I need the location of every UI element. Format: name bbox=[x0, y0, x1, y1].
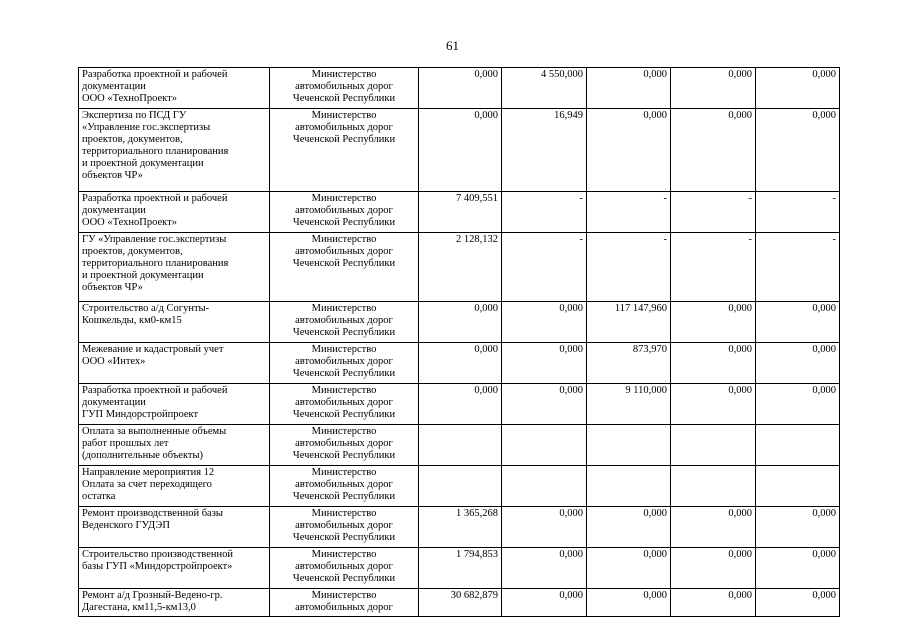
activity-line: ООО «Интех» bbox=[82, 356, 146, 367]
activity-line: документации bbox=[82, 205, 146, 216]
cell-amount bbox=[671, 466, 756, 507]
activity-line: Межевание и кадастровый учет bbox=[82, 344, 224, 355]
cell-amount: 0,000 bbox=[587, 589, 671, 617]
cell-activity bbox=[79, 302, 270, 343]
cell-activity bbox=[79, 233, 270, 302]
cell-amount: 7 409,551 bbox=[419, 192, 502, 233]
activity-line: Ремонт а/д Грозный-Ведено-гр. bbox=[82, 590, 223, 601]
activity-line: и проектной документации bbox=[82, 270, 204, 281]
cell-activity bbox=[79, 589, 270, 617]
cell-executor bbox=[270, 192, 419, 233]
cell-amount: 0,000 bbox=[756, 548, 840, 589]
cell-amount: 0,000 bbox=[502, 548, 587, 589]
executor-line: автомобильных дорог bbox=[295, 122, 393, 133]
cell-amount: 0,000 bbox=[756, 68, 840, 109]
cell-executor bbox=[270, 343, 419, 384]
cell-amount bbox=[756, 425, 840, 466]
cell-amount: 0,000 bbox=[671, 302, 756, 343]
cell-amount: 0,000 bbox=[756, 384, 840, 425]
cell-amount: 0,000 bbox=[671, 343, 756, 384]
cell-executor bbox=[270, 68, 419, 109]
executor-line: Чеченской Республики bbox=[292, 327, 396, 338]
activity-line: документации bbox=[82, 81, 146, 92]
cell-amount: - bbox=[756, 192, 840, 233]
cell-executor bbox=[270, 589, 419, 617]
cell-amount: - bbox=[502, 233, 587, 302]
executor-line: Чеченской Республики bbox=[292, 134, 396, 145]
table-row bbox=[79, 425, 840, 466]
executor-line: Чеченской Республики bbox=[292, 93, 396, 104]
executor-line: автомобильных дорог bbox=[295, 246, 393, 257]
activity-line: объектов ЧР» bbox=[82, 282, 143, 293]
executor-line: Министерство bbox=[311, 303, 377, 314]
cell-amount: 0,000 bbox=[419, 109, 502, 192]
executor-line: автомобильных дорог bbox=[295, 315, 393, 326]
activity-line: документации bbox=[82, 397, 146, 408]
executor-line: Чеченской Республики bbox=[292, 573, 396, 584]
activity-line: Строительство а/д Согунты- bbox=[82, 303, 210, 314]
cell-amount: 0,000 bbox=[671, 548, 756, 589]
cell-amount: 0,000 bbox=[756, 589, 840, 617]
table-row bbox=[79, 466, 840, 507]
cell-amount: 9 110,000 bbox=[587, 384, 671, 425]
cell-amount: 1 365,268 bbox=[419, 507, 502, 548]
table-row bbox=[79, 68, 840, 109]
executor-line: Чеченской Республики bbox=[292, 258, 396, 269]
cell-amount: 0,000 bbox=[756, 302, 840, 343]
executor-line: Чеченской Республики bbox=[292, 217, 396, 228]
cell-amount bbox=[502, 425, 587, 466]
executor-line: автомобильных дорог bbox=[295, 397, 393, 408]
page-number: 61 bbox=[446, 38, 459, 53]
cell-amount: 873,970 bbox=[587, 343, 671, 384]
cell-activity bbox=[79, 466, 270, 507]
cell-amount: 30 682,879 bbox=[419, 589, 502, 617]
cell-amount: 0,000 bbox=[502, 343, 587, 384]
cell-amount bbox=[756, 466, 840, 507]
activity-line: Разработка проектной и рабочей bbox=[82, 69, 228, 80]
cell-amount: 0,000 bbox=[419, 343, 502, 384]
executor-line: Министерство bbox=[311, 590, 377, 601]
cell-amount: 4 550,000 bbox=[502, 68, 587, 109]
cell-amount: 0,000 bbox=[502, 507, 587, 548]
activity-line: Строительство производственной bbox=[82, 549, 233, 560]
cell-activity bbox=[79, 425, 270, 466]
table-row bbox=[79, 233, 840, 302]
executor-line: автомобильных дорог bbox=[295, 356, 393, 367]
activity-line: и проектной документации bbox=[82, 158, 204, 169]
executor-line: Министерство bbox=[311, 193, 377, 204]
cell-amount: 0,000 bbox=[587, 507, 671, 548]
cell-amount: - bbox=[671, 192, 756, 233]
cell-activity bbox=[79, 548, 270, 589]
cell-amount bbox=[419, 425, 502, 466]
cell-amount: 0,000 bbox=[502, 589, 587, 617]
executor-line: автомобильных дорог bbox=[295, 81, 393, 92]
cell-executor bbox=[270, 425, 419, 466]
activity-line: ГУ «Управление гос.экспертизы bbox=[82, 234, 227, 245]
executor-line: Чеченской Республики bbox=[292, 491, 396, 502]
executor-line: Чеченской Республики bbox=[292, 368, 396, 379]
cell-amount: 0,000 bbox=[587, 109, 671, 192]
executor-line: автомобильных дорог bbox=[295, 520, 393, 531]
cell-amount bbox=[587, 425, 671, 466]
executor-line: Министерство bbox=[311, 549, 377, 560]
cell-executor bbox=[270, 302, 419, 343]
cell-amount: 0,000 bbox=[671, 68, 756, 109]
activity-line: Направление мероприятия 12 bbox=[82, 467, 215, 478]
executor-line: автомобильных дорог bbox=[295, 602, 393, 613]
cell-amount: 0,000 bbox=[756, 109, 840, 192]
cell-activity bbox=[79, 68, 270, 109]
cell-amount: 0,000 bbox=[419, 384, 502, 425]
cell-amount bbox=[671, 425, 756, 466]
executor-line: Чеченской Республики bbox=[292, 409, 396, 420]
executor-line: автомобильных дорог bbox=[295, 561, 393, 572]
activity-line: территориального планирования bbox=[82, 146, 229, 157]
activity-line: остатка bbox=[82, 491, 116, 502]
executor-line: Министерство bbox=[311, 508, 377, 519]
executor-line: Министерство bbox=[311, 110, 377, 121]
cell-amount: 117 147,960 bbox=[587, 302, 671, 343]
executor-line: Министерство bbox=[311, 426, 377, 437]
activity-line: Разработка проектной и рабочей bbox=[82, 193, 228, 204]
cell-amount: - bbox=[502, 192, 587, 233]
cell-amount bbox=[587, 466, 671, 507]
cell-executor bbox=[270, 548, 419, 589]
cell-activity bbox=[79, 507, 270, 548]
cell-executor bbox=[270, 466, 419, 507]
table-row bbox=[79, 343, 840, 384]
cell-activity bbox=[79, 343, 270, 384]
cell-amount: 0,000 bbox=[671, 109, 756, 192]
activity-line: Оплата за выполненные объемы bbox=[82, 426, 227, 437]
cell-amount: - bbox=[756, 233, 840, 302]
activity-line: Разработка проектной и рабочей bbox=[82, 385, 228, 396]
executor-line: Министерство bbox=[311, 69, 377, 80]
executor-line: Министерство bbox=[311, 344, 377, 355]
activity-line: (дополнительные объекты) bbox=[82, 450, 204, 461]
activity-line: «Управление гос.экспертизы bbox=[82, 122, 211, 133]
table-row bbox=[79, 109, 840, 192]
executor-line: автомобильных дорог bbox=[295, 205, 393, 216]
cell-amount: 2 128,132 bbox=[419, 233, 502, 302]
activity-line: Оплата за счет переходящего bbox=[82, 479, 212, 490]
executor-line: Чеченской Республики bbox=[292, 450, 396, 461]
activity-line: проектов, документов, bbox=[82, 246, 183, 257]
cell-amount: 0,000 bbox=[671, 384, 756, 425]
cell-amount: 0,000 bbox=[671, 589, 756, 617]
cell-amount: - bbox=[587, 233, 671, 302]
cell-amount: - bbox=[671, 233, 756, 302]
cell-executor bbox=[270, 384, 419, 425]
table-row bbox=[79, 507, 840, 548]
activity-line: Экспертиза по ПСД ГУ bbox=[82, 110, 187, 121]
activity-line: Веденского ГУДЭП bbox=[82, 520, 170, 531]
table-row bbox=[79, 589, 840, 617]
executor-line: Чеченской Республики bbox=[292, 532, 396, 543]
activity-line: проектов, документов, bbox=[82, 134, 183, 145]
cell-amount: 0,000 bbox=[587, 68, 671, 109]
activity-line: ГУП Миндорстройпроект bbox=[82, 409, 199, 420]
executor-line: Министерство bbox=[311, 385, 377, 396]
activity-line: Ремонт производственной базы bbox=[82, 508, 223, 519]
activity-line: работ прошлых лет bbox=[82, 438, 169, 449]
budget-table bbox=[78, 67, 840, 617]
cell-activity bbox=[79, 109, 270, 192]
cell-amount: 0,000 bbox=[502, 384, 587, 425]
cell-amount: 0,000 bbox=[756, 343, 840, 384]
cell-activity bbox=[79, 384, 270, 425]
table-row bbox=[79, 192, 840, 233]
activity-line: базы ГУП «Миндорстройпроект» bbox=[82, 561, 233, 572]
executor-line: Министерство bbox=[311, 467, 377, 478]
activity-line: объектов ЧР» bbox=[82, 170, 143, 181]
cell-amount: 0,000 bbox=[587, 548, 671, 589]
cell-amount: 0,000 bbox=[756, 507, 840, 548]
cell-amount: 0,000 bbox=[502, 302, 587, 343]
activity-line: ООО «ТехноПроект» bbox=[82, 93, 177, 104]
cell-amount: 0,000 bbox=[419, 302, 502, 343]
cell-amount: 0,000 bbox=[671, 507, 756, 548]
activity-line: ООО «ТехноПроект» bbox=[82, 217, 177, 228]
cell-amount bbox=[419, 466, 502, 507]
cell-amount: 16,949 bbox=[502, 109, 587, 192]
table-row bbox=[79, 384, 840, 425]
cell-amount: 0,000 bbox=[419, 68, 502, 109]
table-row bbox=[79, 302, 840, 343]
cell-executor bbox=[270, 233, 419, 302]
cell-amount: - bbox=[587, 192, 671, 233]
activity-line: Дагестана, км11,5-км13,0 bbox=[82, 602, 196, 613]
cell-amount bbox=[502, 466, 587, 507]
activity-line: Кошкельды, км0-км15 bbox=[82, 315, 182, 326]
cell-activity bbox=[79, 192, 270, 233]
cell-executor bbox=[270, 507, 419, 548]
executor-line: автомобильных дорог bbox=[295, 438, 393, 449]
cell-executor bbox=[270, 109, 419, 192]
activity-line: территориального планирования bbox=[82, 258, 229, 269]
table-row bbox=[79, 548, 840, 589]
executor-line: автомобильных дорог bbox=[295, 479, 393, 490]
cell-amount: 1 794,853 bbox=[419, 548, 502, 589]
executor-line: Министерство bbox=[311, 234, 377, 245]
table-body bbox=[79, 68, 840, 617]
